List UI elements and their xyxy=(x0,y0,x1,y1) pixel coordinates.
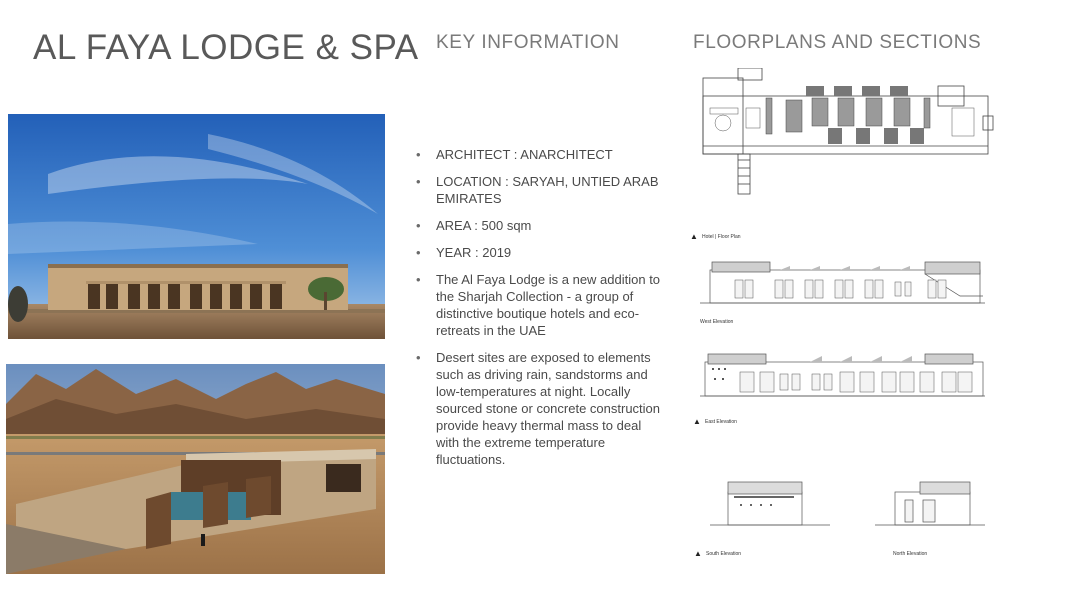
south-elevation-label: South Elevation xyxy=(706,551,742,557)
architect-logo-icon: ▲ xyxy=(694,549,702,558)
bullet-description: • The Al Faya Lodge is a new addition to the Sharjah Collection - a group of distinctive boutique hotels and eco-retreats in the UAE xyxy=(416,271,666,339)
architect-logo-icon: ▲ xyxy=(693,417,701,426)
bullet-location: • LOCATION : SARYAH, UNTIED ARAB EMIRATES xyxy=(416,173,666,207)
floorplans-heading: FLOORPLANS AND SECTIONS xyxy=(693,32,982,53)
page-title: AL FAYA LODGE & SPA xyxy=(33,28,419,67)
west-elevation-label: West Elevation xyxy=(700,319,734,325)
north-elevation-label: North Elevation xyxy=(893,551,928,557)
key-information-heading: KEY INFORMATION xyxy=(436,32,620,53)
north-elevation-drawing xyxy=(875,478,985,528)
bullet-climate: • Desert sites are exposed to elements such as driving rain, sandstorms and low-temperatures at night. Locally sourced stone or concrete construction provide heavy thermal mass to deal with the extreme temperature fluctuations. xyxy=(416,349,666,468)
west-elevation-drawing xyxy=(700,260,985,308)
floor-plan-label: Hotel | Floor Plan xyxy=(702,234,741,240)
key-information-list xyxy=(416,146,666,478)
architect-logo-icon: ▲ xyxy=(690,232,698,241)
east-elevation-label: East Elevation xyxy=(705,419,737,425)
floor-plan-drawing xyxy=(698,68,998,196)
south-elevation-drawing xyxy=(710,478,830,528)
lodge-facade-photo xyxy=(8,114,385,339)
bullet-year: • YEAR : 2019 xyxy=(416,244,666,261)
east-elevation-drawing xyxy=(700,350,985,400)
bullet-area: • AREA : 500 sqm xyxy=(416,217,666,234)
bullet-architect: • ARCHITECT : ANARCHITECT xyxy=(416,146,666,163)
lodge-mountain-photo xyxy=(6,364,385,574)
